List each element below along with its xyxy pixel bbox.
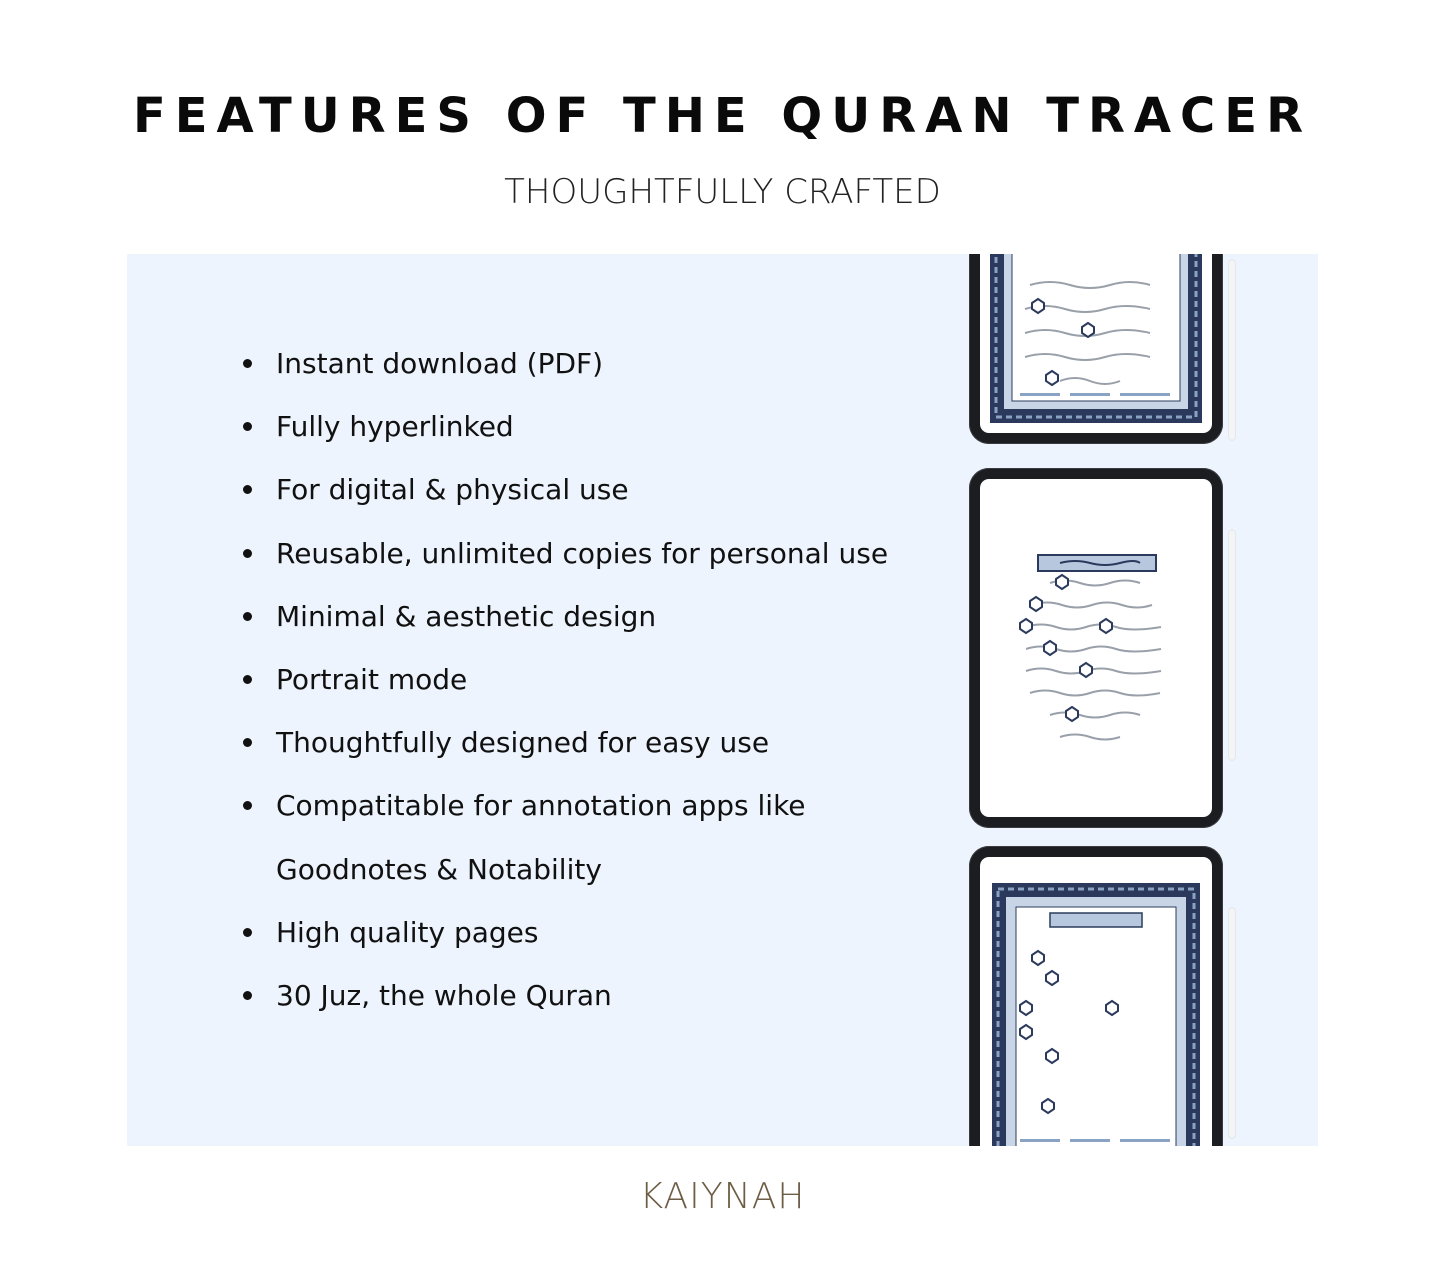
tablet-screen <box>980 254 1212 433</box>
list-item <box>239 332 888 395</box>
feature-text: Portrait mode <box>276 663 468 697</box>
ornamented-tracing-page-icon <box>980 857 1212 1146</box>
bullet-icon <box>243 485 252 494</box>
bullet-icon <box>243 801 252 810</box>
list-item <box>239 901 888 964</box>
stylus-icon <box>1229 908 1235 1138</box>
brand-logo-text: KAIYNAH <box>639 1176 806 1217</box>
bullet-icon <box>243 359 252 368</box>
list-item-continuation <box>239 838 888 901</box>
bullet-icon <box>243 738 252 747</box>
bullet-icon <box>243 991 252 1000</box>
feature-text: Thoughtfully designed for easy use <box>276 726 770 760</box>
bullet-icon <box>243 612 252 621</box>
bullet-icon <box>243 422 252 431</box>
feature-text: 30 Juz, the whole Quran <box>276 979 612 1013</box>
bullet-icon <box>243 928 252 937</box>
feature-text: Instant download (PDF) <box>276 347 604 380</box>
tablet-ornamented-page-with-text <box>969 254 1223 444</box>
tablet-screen <box>980 479 1212 817</box>
feature-text: Minimal & aesthetic design <box>276 599 657 633</box>
list-item <box>239 522 888 585</box>
ornamented-quran-page-icon <box>980 254 1212 433</box>
tablet-screen <box>980 857 1212 1146</box>
feature-text: For digital & physical use <box>276 473 629 507</box>
feature-list <box>239 332 888 1027</box>
bullet-icon <box>243 675 252 684</box>
feature-text: Compatitable for annotation apps like <box>276 789 806 823</box>
list-item <box>239 648 888 711</box>
stylus-icon <box>1229 260 1235 440</box>
list-item <box>239 711 888 774</box>
quran-text-page-icon <box>980 479 1212 817</box>
features-panel <box>127 254 1318 1146</box>
page-subtitle: THOUGHTFULLY CRAFTED <box>504 172 941 212</box>
list-item <box>239 774 888 837</box>
feature-text: Goodnotes & Notability <box>276 852 602 886</box>
tablet-ornamented-tracing-page <box>969 846 1223 1146</box>
feature-text: High quality pages <box>276 915 539 949</box>
feature-text: Fully hyperlinked <box>276 410 514 444</box>
page-title: FEATURES OF THE QURAN TRACER <box>132 88 1313 144</box>
list-item <box>239 585 888 648</box>
list-item <box>239 458 888 521</box>
list-item <box>239 964 888 1027</box>
feature-text: Reusable, unlimited copies for personal use <box>276 536 889 570</box>
tablet-plain-page-with-text <box>969 468 1223 828</box>
bullet-icon <box>243 549 252 558</box>
stylus-icon <box>1229 530 1235 760</box>
list-item <box>239 395 888 458</box>
